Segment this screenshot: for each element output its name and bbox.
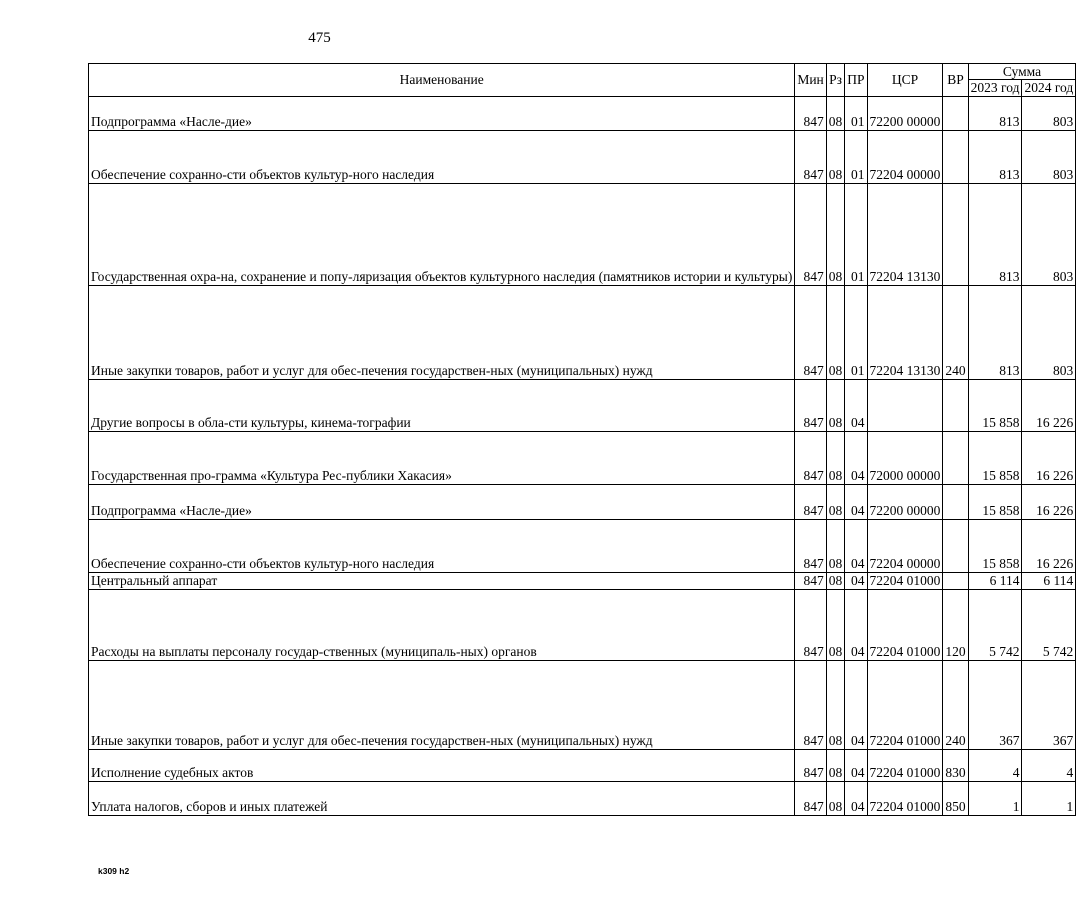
row-vr [943,432,968,485]
row-rz: 08 [826,286,845,380]
row-rz: 08 [826,432,845,485]
row-pr: 04 [845,589,867,660]
header-vr: ВР [943,64,968,97]
header-min: Мин [795,64,826,97]
row-sum-2023: 813 [968,184,1022,286]
row-min: 847 [795,131,826,184]
row-csr: 72204 01000 [867,589,943,660]
row-min: 847 [795,589,826,660]
row-sum-2024: 803 [1022,131,1076,184]
row-sum-2024: 5 742 [1022,589,1076,660]
table-row [89,184,1076,286]
budget-table [88,63,1076,816]
row-min: 847 [795,286,826,380]
row-rz: 08 [826,573,845,590]
row-vr [943,485,968,520]
row-pr: 04 [845,749,867,781]
row-min: 847 [795,380,826,432]
row-pr: 04 [845,380,867,432]
header-name: Наименование [89,64,795,97]
row-csr: 72204 01000 [867,781,943,815]
row-rz: 08 [826,184,845,286]
row-name: Уплата налогов, сборов и иных платежей [89,781,795,815]
row-min: 847 [795,660,826,749]
table-header [89,64,1076,97]
row-vr: 850 [943,781,968,815]
row-name: Центральный аппарат [89,573,795,590]
row-sum-2024: 16 226 [1022,380,1076,432]
row-pr: 04 [845,520,867,573]
row-sum-2024: 1 [1022,781,1076,815]
row-rz: 08 [826,380,845,432]
table-row [89,660,1076,749]
row-sum-2023: 4 [968,749,1022,781]
row-csr: 72000 00000 [867,432,943,485]
row-min: 847 [795,485,826,520]
row-sum-2023: 367 [968,660,1022,749]
row-sum-2024: 6 114 [1022,573,1076,590]
row-pr: 01 [845,97,867,131]
table-row [89,589,1076,660]
row-vr [943,380,968,432]
row-sum-2024: 16 226 [1022,432,1076,485]
row-name: Исполнение судебных актов [89,749,795,781]
page-number: 475 [308,30,331,46]
row-name: Подпрограмма «Насле-дие» [89,97,795,131]
table-row [89,573,1076,590]
row-vr [943,131,968,184]
table-row [89,432,1076,485]
row-pr: 04 [845,432,867,485]
row-csr [867,380,943,432]
row-sum-2024: 4 [1022,749,1076,781]
table-row [89,485,1076,520]
row-pr: 01 [845,184,867,286]
row-min: 847 [795,573,826,590]
table-row [89,781,1076,815]
row-vr [943,97,968,131]
row-min: 847 [795,97,826,131]
row-rz: 08 [826,485,845,520]
row-vr [943,573,968,590]
row-name: Обеспечение сохранно-сти объектов культур-ного наследия [89,131,795,184]
row-name: Подпрограмма «Насле-дие» [89,485,795,520]
row-name: Иные закупки товаров, работ и услуг для обес-печения государствен-ных (муниципальных) нужд [89,286,795,380]
header-rz: Рз [826,64,845,97]
row-rz: 08 [826,781,845,815]
footer-code: k309 h2 [98,866,130,876]
row-name: Государственная охра-на, сохранение и попу-ляризация объектов культурного наследия (памятников истории и культуры) [89,184,795,286]
row-csr: 72200 00000 [867,485,943,520]
row-sum-2023: 15 858 [968,520,1022,573]
row-sum-2023: 15 858 [968,485,1022,520]
header-pr: ПР [845,64,867,97]
row-sum-2024: 803 [1022,184,1076,286]
row-sum-2023: 15 858 [968,432,1022,485]
row-min: 847 [795,432,826,485]
row-sum-2024: 16 226 [1022,520,1076,573]
row-csr: 72200 00000 [867,97,943,131]
table-body [89,97,1076,816]
row-csr: 72204 13130 [867,286,943,380]
row-rz: 08 [826,660,845,749]
row-min: 847 [795,520,826,573]
row-min: 847 [795,749,826,781]
table-row [89,380,1076,432]
header-year-2023: 2023 год [968,80,1022,97]
row-sum-2023: 5 742 [968,589,1022,660]
row-pr: 04 [845,485,867,520]
row-pr: 04 [845,781,867,815]
row-sum-2023: 1 [968,781,1022,815]
row-sum-2023: 813 [968,97,1022,131]
row-pr: 01 [845,131,867,184]
row-sum-2024: 803 [1022,97,1076,131]
row-vr: 240 [943,286,968,380]
row-csr: 72204 01000 [867,573,943,590]
row-pr: 01 [845,286,867,380]
row-sum-2023: 6 114 [968,573,1022,590]
row-sum-2024: 803 [1022,286,1076,380]
table-row [89,520,1076,573]
row-rz: 08 [826,589,845,660]
row-sum-2023: 15 858 [968,380,1022,432]
table-row [89,749,1076,781]
table-row [89,286,1076,380]
row-vr [943,184,968,286]
row-vr: 240 [943,660,968,749]
header-year-2024: 2024 год [1022,80,1076,97]
row-name: Государственная про-грамма «Культура Рес-публики Хакасия» [89,432,795,485]
row-name: Иные закупки товаров, работ и услуг для обес-печения государствен-ных (муниципальных) нужд [89,660,795,749]
row-csr: 72204 00000 [867,520,943,573]
row-name: Обеспечение сохранно-сти объектов культур-ного наследия [89,520,795,573]
row-rz: 08 [826,97,845,131]
table-row [89,97,1076,131]
row-csr: 72204 00000 [867,131,943,184]
row-sum-2024: 367 [1022,660,1076,749]
row-min: 847 [795,184,826,286]
row-min: 847 [795,781,826,815]
row-sum-2024: 16 226 [1022,485,1076,520]
row-pr: 04 [845,573,867,590]
row-csr: 72204 01000 [867,749,943,781]
row-vr: 120 [943,589,968,660]
row-pr: 04 [845,660,867,749]
row-csr: 72204 01000 [867,660,943,749]
table-row [89,131,1076,184]
row-name: Другие вопросы в обла-сти культуры, кинема-тографии [89,380,795,432]
row-csr: 72204 13130 [867,184,943,286]
row-sum-2023: 813 [968,286,1022,380]
row-rz: 08 [826,749,845,781]
row-rz: 08 [826,520,845,573]
row-vr [943,520,968,573]
row-vr: 830 [943,749,968,781]
header-csr: ЦСР [867,64,943,97]
row-name: Расходы на выплаты персоналу государ-ственных (муниципаль-ных) органов [89,589,795,660]
row-rz: 08 [826,131,845,184]
row-sum-2023: 813 [968,131,1022,184]
header-sum: Сумма [968,64,1076,80]
